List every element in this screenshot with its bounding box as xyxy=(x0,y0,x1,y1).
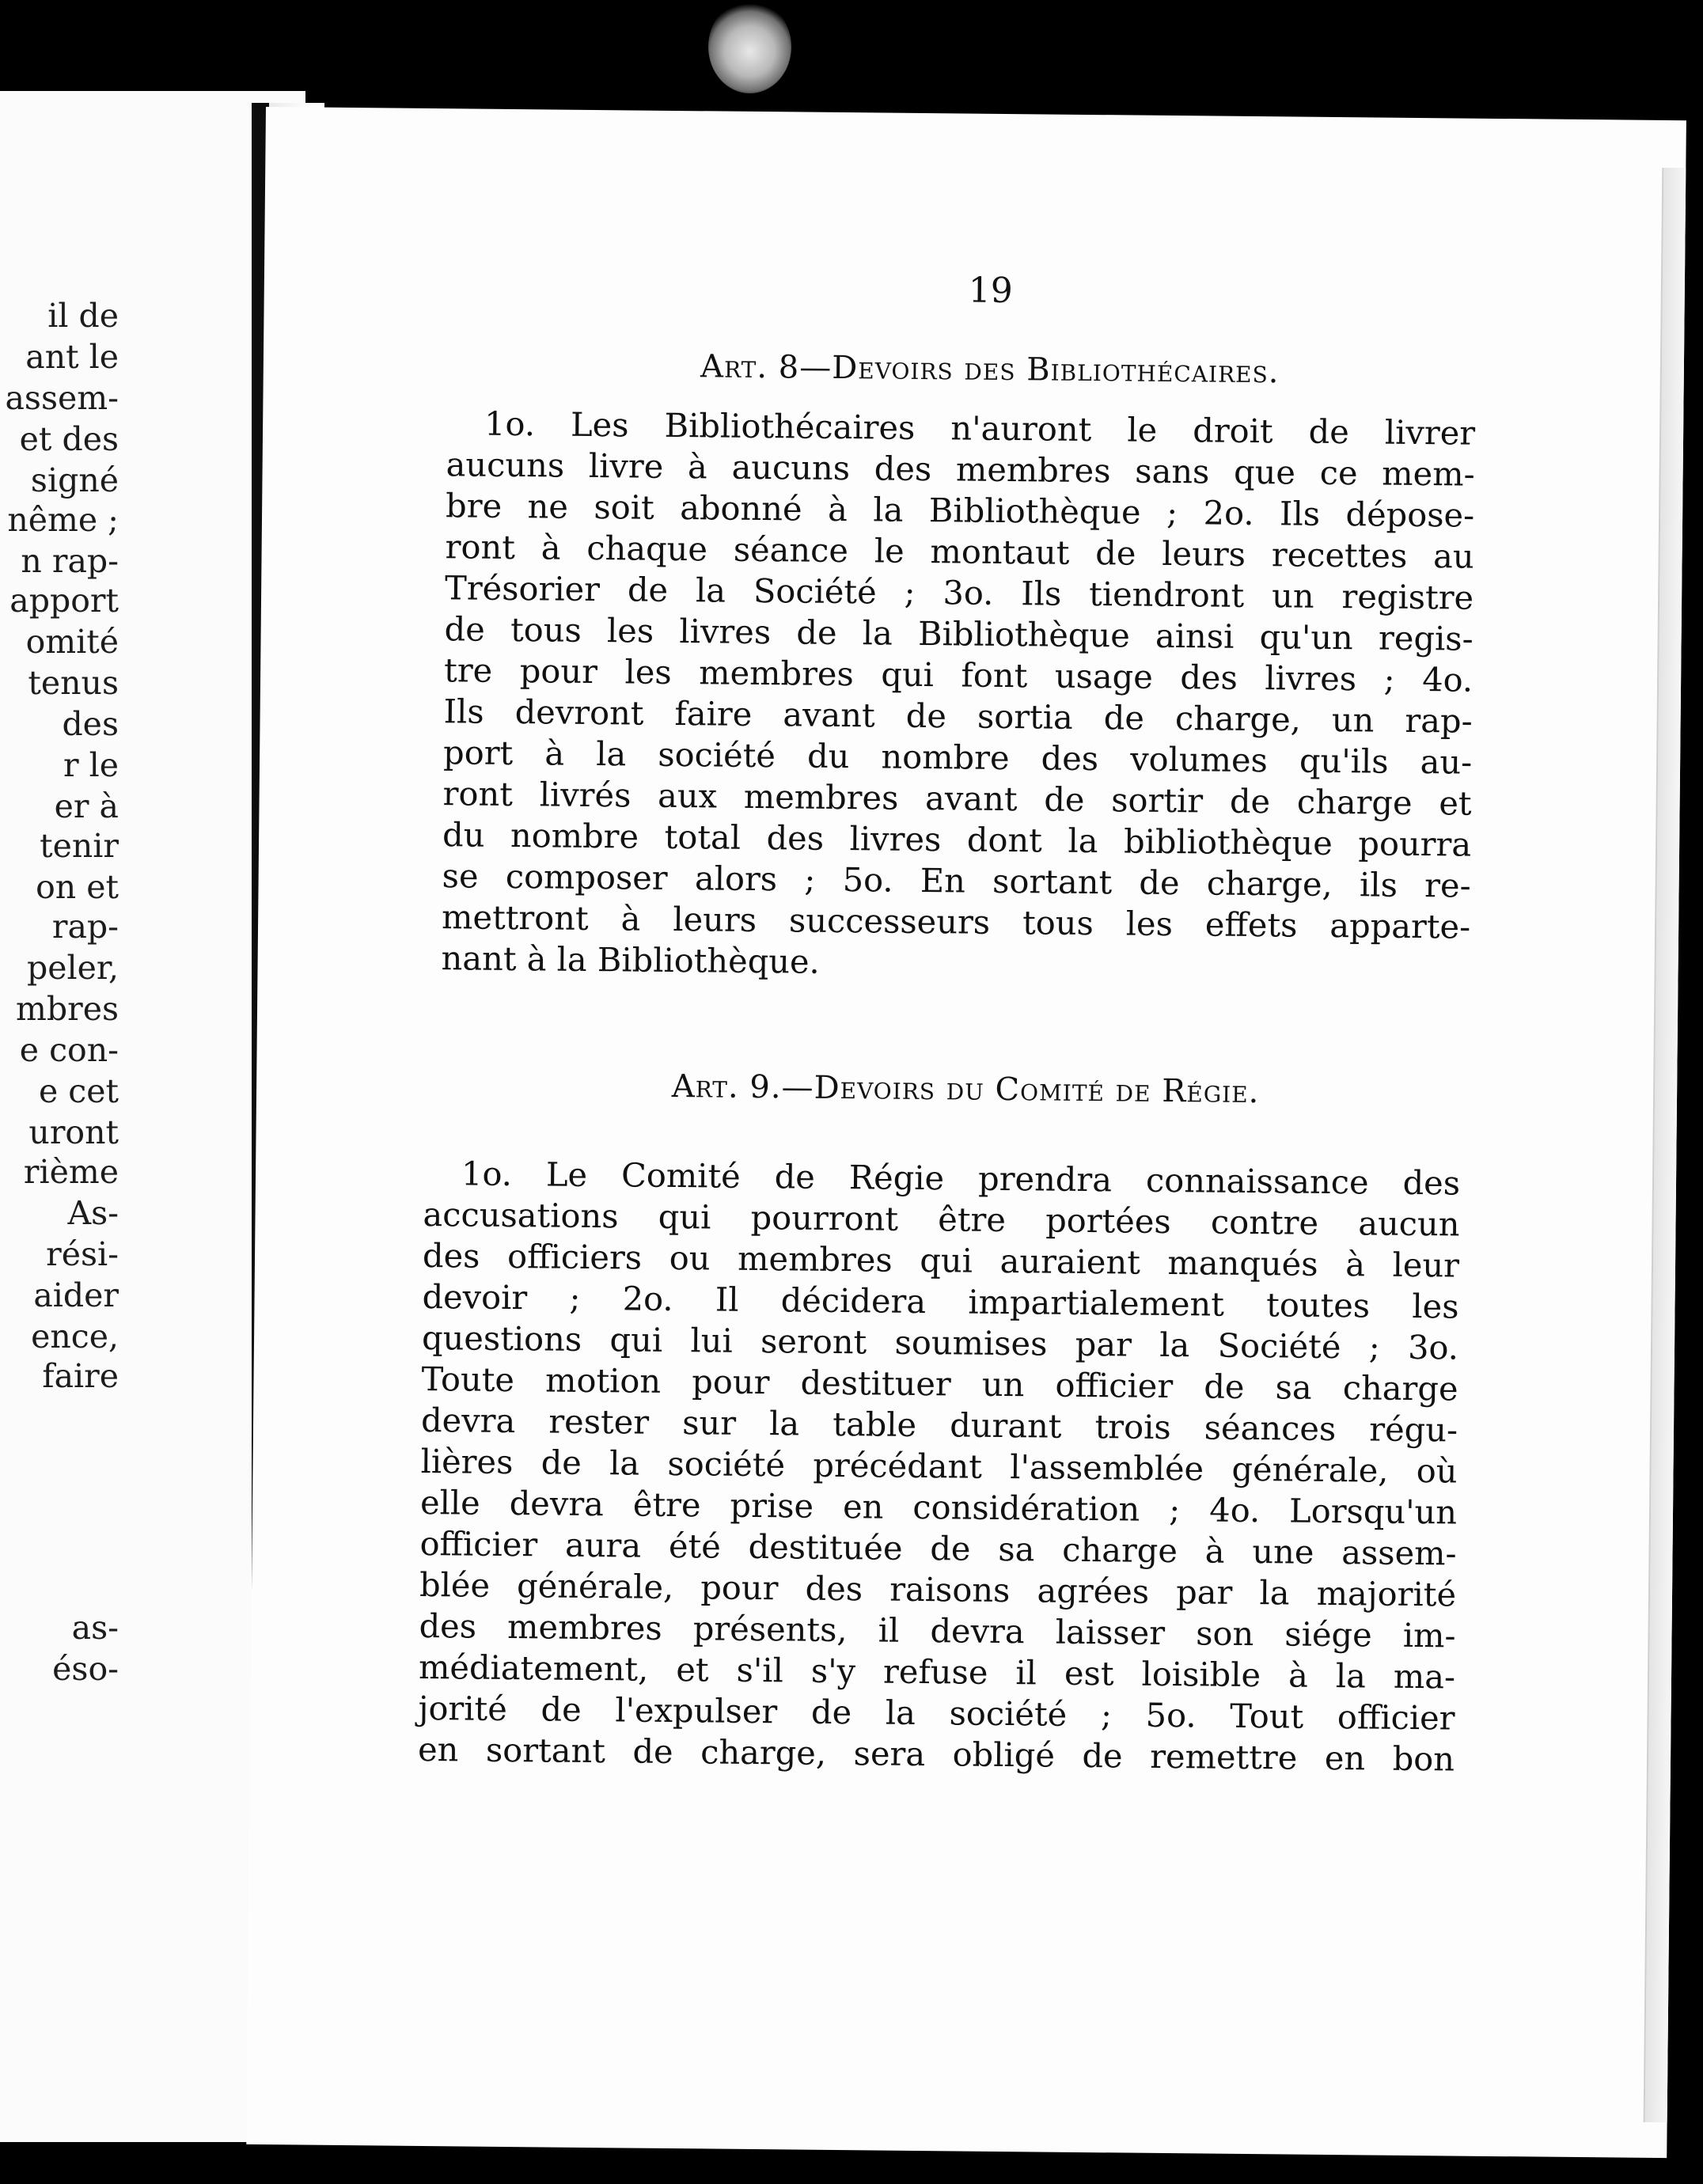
left-fragment: il de xyxy=(47,297,119,335)
text-line: ront à chaque séance le montaut de leurs recettes au xyxy=(445,527,1474,576)
left-fragment: ant le xyxy=(25,338,119,376)
left-fragment: nême ; xyxy=(7,501,119,539)
left-fragment: éso- xyxy=(52,1650,119,1688)
left-fragment: assem- xyxy=(5,379,119,417)
text-line: 1o. Le Comité de Régie prendra connaissance des xyxy=(461,1154,1461,1203)
text-line: Trésorier de la Société ; 3o. Ils tiendront un registre xyxy=(444,568,1474,617)
left-fragment: rési- xyxy=(46,1235,119,1273)
text-line: mettront à leurs successeurs tous les effets apparte- xyxy=(441,897,1471,946)
left-fragment: mbres xyxy=(15,990,119,1028)
text-line: aucuns livre à aucuns des membres sans que ce mem- xyxy=(446,445,1475,494)
article-8-heading: Art. 8—Devoirs des Bibliothécaires. xyxy=(700,348,1280,391)
text-line: se composer alors ; 5o. En sortant de charge, ils re- xyxy=(442,856,1471,905)
text-line: blée générale, pour des raisons agrées par la majorité xyxy=(419,1564,1457,1614)
left-fragment: n rap- xyxy=(21,542,119,580)
article-9-heading: Art. 9.—Devoirs du Comité de Régie. xyxy=(671,1067,1260,1111)
text-line: devoir ; 2o. Il décidera impartialement toutes les xyxy=(422,1276,1459,1326)
article-8-paragraph xyxy=(441,403,1475,988)
left-fragment: des xyxy=(62,705,119,743)
text-line: du nombre total des livres dont la bibliothèque pourra xyxy=(442,815,1472,864)
left-fragment: apport xyxy=(9,582,119,620)
left-fragment: e con- xyxy=(19,1031,119,1069)
text-line: elle devra être prise en considération ; 4o. Lorsqu'un xyxy=(419,1482,1458,1532)
text-line: nant à la Bibliothèque. xyxy=(441,938,820,981)
left-fragment: rième xyxy=(23,1153,119,1191)
text-line: Toute motion pour destituer un officier de sa charge xyxy=(421,1359,1458,1409)
left-fragment: ence, xyxy=(31,1318,119,1356)
text-line: devra rester sur la table durant trois séances régu- xyxy=(420,1400,1458,1450)
left-fragment: rap- xyxy=(51,908,119,946)
text-line: port à la société du nombre des volumes qu'ils au- xyxy=(442,733,1473,782)
left-fragment: As- xyxy=(67,1194,119,1232)
left-fragment: omité xyxy=(25,623,119,661)
left-fragment: tenus xyxy=(28,664,119,702)
text-line: Ils devront faire avant de sortia de charge, un rap- xyxy=(443,692,1473,741)
text-line: accusations qui pourront être portées contre aucun xyxy=(423,1194,1460,1244)
text-line: médiatement, et s'il s'y refuse il est loisible à la ma- xyxy=(418,1647,1456,1697)
left-fragment: er à xyxy=(54,787,119,825)
left-fragment: et des xyxy=(19,420,119,458)
left-fragment: uront xyxy=(28,1113,119,1151)
text-line: 1o. Les Bibliothécaires n'auront le droit de livrer xyxy=(484,404,1476,453)
left-fragment: e cet xyxy=(39,1072,119,1110)
text-line: lières de la société précédant l'assemblée générale, où xyxy=(420,1441,1458,1491)
text-line: des officiers ou membres qui auraient manqués à leur xyxy=(422,1235,1460,1285)
page-number: 19 xyxy=(968,270,1014,312)
left-fragment: signé xyxy=(30,461,119,499)
text-line: tre pour les membres qui font usage des livres ; 4o. xyxy=(443,650,1474,700)
left-fragment: tenir xyxy=(40,827,119,865)
text-line: des membres présents, il devra laisser son siége im- xyxy=(419,1606,1456,1655)
left-fragment: aider xyxy=(33,1276,119,1314)
text-line: questions qui lui seront soumises par la Société ; 3o. xyxy=(421,1318,1459,1367)
text-line: en sortant de charge, sera obligé de remettre en bon xyxy=(417,1729,1455,1779)
article-9-paragraph xyxy=(418,1153,1460,1780)
left-fragment: as- xyxy=(71,1609,119,1647)
text-line: officier aura été destituée de sa charge à une assem- xyxy=(419,1523,1457,1573)
left-fragment: on et xyxy=(36,868,119,906)
left-fragment: peler, xyxy=(26,949,119,987)
left-fragment: faire xyxy=(42,1357,119,1395)
text-line: ront livrés aux membres avant de sortir de charge et xyxy=(442,774,1472,823)
text-line: de tous les livres de la Bibliothèque ainsi qu'un regis- xyxy=(444,609,1474,658)
page-edge xyxy=(1644,168,1686,2122)
text-line: bre ne soit abonné à la Bibliothèque ; 2o. Ils dépose- xyxy=(445,486,1475,535)
left-fragment: r le xyxy=(63,746,119,784)
right-page xyxy=(246,107,1686,2158)
text-line: jorité de l'expulser de la société ; 5o. Tout officier xyxy=(418,1688,1455,1738)
scan-stain xyxy=(708,0,791,93)
